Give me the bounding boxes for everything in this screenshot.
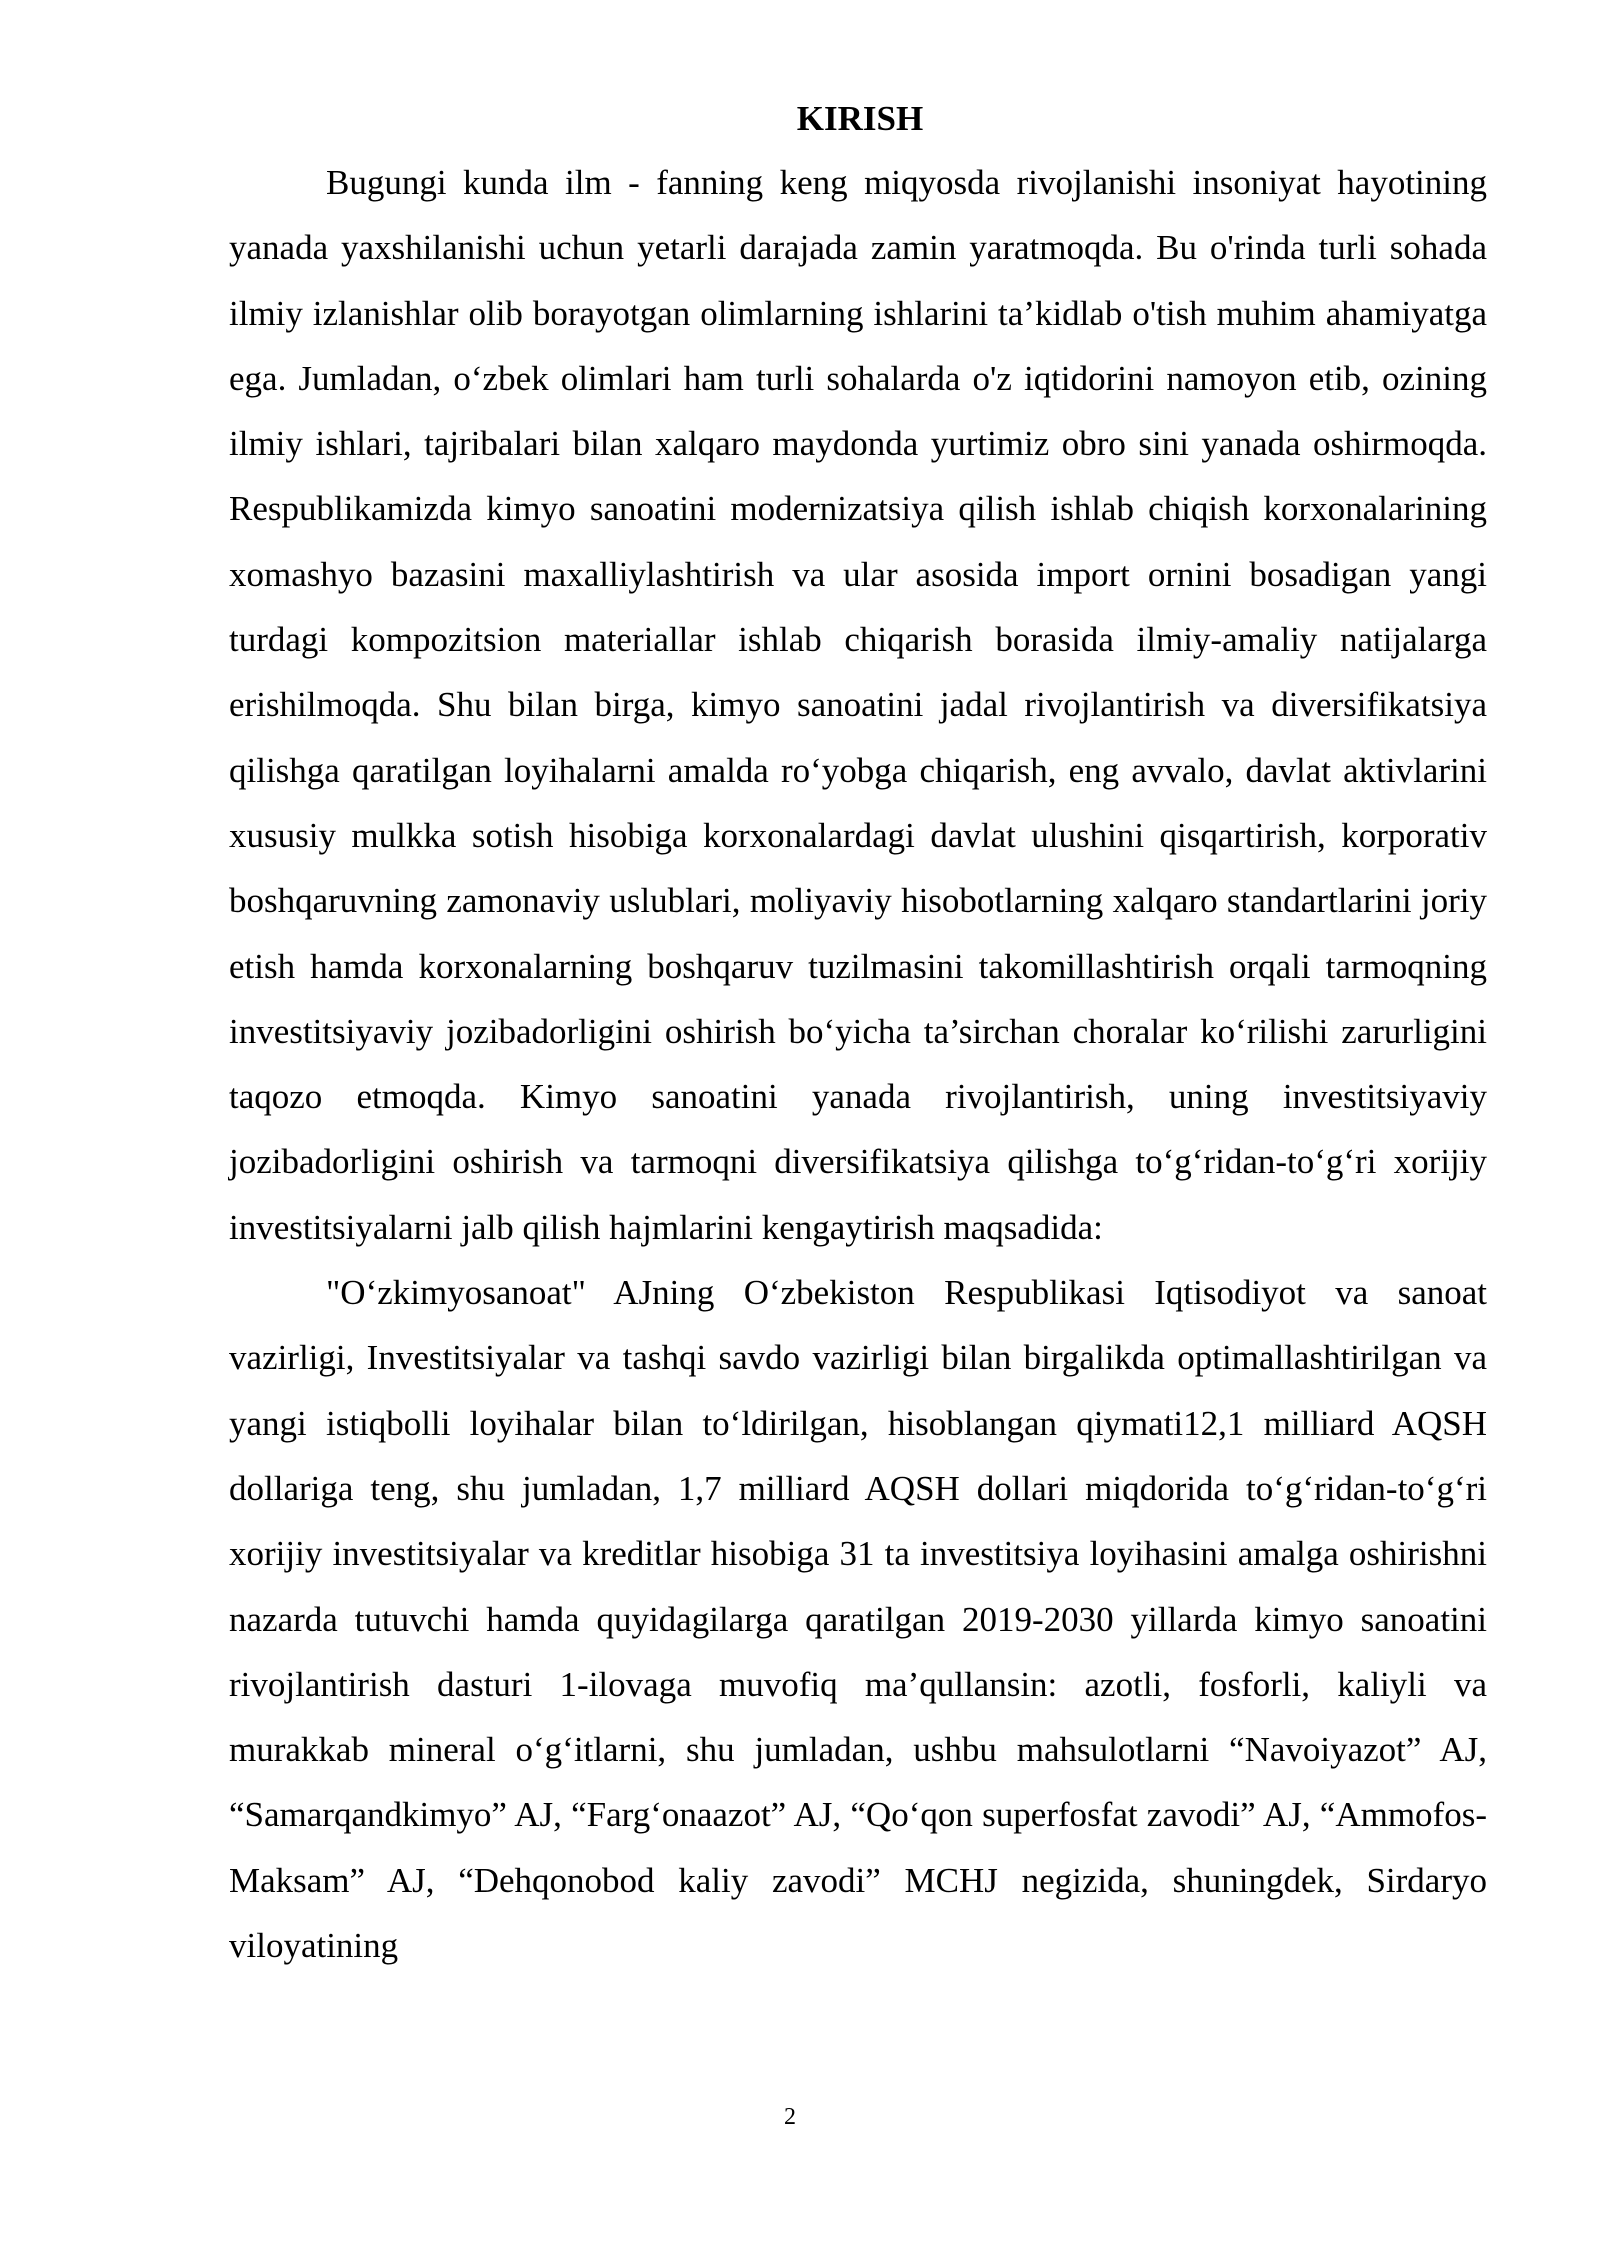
paragraph-intro: Bugungi kunda ilm - fanning keng miqyosda rivojlanishi insoniyat hayotining yanada yaxshilanishi uchun yetarli darajada zamin yaratmoqda. Bu o'rinda turli sohada ilmiy izlanishlar olib borayotgan olimlarning ishlarini ta’kidlab o'tish muhim ahamiyatga ega. Jumladan, o‘zbek olimlari ham turli sohalarda o'z iqtidorini namoyon etib, ozining ilmiy ishlari, tajribalari bilan xalqaro maydonda yurtimiz obro sini yanada oshirmoqda. Respublikamizda kimyo sanoatini modernizatsiya qilish ishlab chiqish korxonalarining xomashyo bazasini maxalliylashtirish va ular asosida import ornini bosadigan yangi turdagi kompozitsion materiallar ishlab chiqarish borasida ilmiy-amaliy natijalarga erishilmoqda. Shu bilan birga, kimyo sanoatini jadal rivojlantirish va diversifikatsiya qilishga qaratilgan loyihalarni amalda ro‘yobga chiqarish, eng avvalo, davlat aktivlarini xususiy mulkka sotish hisobiga korxonalardagi davlat ulushini qisqartirish, korporativ boshqaruvning zamonaviy uslublari, moliyaviy hisobotlarning xalqaro standartlarini joriy etish hamda korxonalarning boshqaruv tuzilmasini takomillashtirish orqali tarmoqning investitsiyaviy jozibadorligini oshirish bo‘yicha ta’sirchan choralar ko‘rilishi zarurligini taqozo etmoqda. Kimyo sanoatini yanada rivojlantirish, uning investitsiyaviy jozibadorligini oshirish va tarmoqni diversifikatsiya qilishga to‘g‘ridan-to‘g‘ri xorijiy investitsiyalarni jalb qilish hajmlarini kengaytirish maqsadida: [229,163,1487,1247]
page-number: 2 [784,2104,796,2130]
body-text [229,150,1487,1978]
paragraph-program: "O‘zkimyosanoat" AJning O‘zbekiston Respublikasi Iqtisodiyot va sanoat vazirligi, Investitsiyalar va tashqi savdo vazirligi bilan birgalikda optimallashtirilgan va yangi istiqbolli loyihalar bilan to‘ldirilgan, hisoblangan qiymati12,1 milliard AQSH dollariga teng, shu jumladan, 1,7 milliard AQSH dollari miqdorida to‘g‘ridan-to‘g‘ri xorijiy investitsiyalar va kreditlar hisobiga 31 ta investitsiya loyihasini amalga oshirishni nazarda tutuvchi hamda quyidagilarga qaratilgan 2019-2030 yillarda kimyo sanoatini rivojlantirish dasturi 1-ilovaga muvofiq ma’qullansin: azotli, fosforli, kaliyli va murakkab mineral o‘g‘itlarni, shu jumladan, ushbu mahsulotlarni “Navoiyazot” AJ, “Samarqandkimyo” AJ, “Farg‘onaazot” AJ, “Qo‘qon superfosfat zavodi” AJ, “Ammofos-Maksam” AJ, “Dehqonobod kaliy zavodi” MCHJ negizida, shuningdek, Sirdaryo viloyatining [229,1273,1487,1966]
section-title: KIRISH [796,99,924,138]
